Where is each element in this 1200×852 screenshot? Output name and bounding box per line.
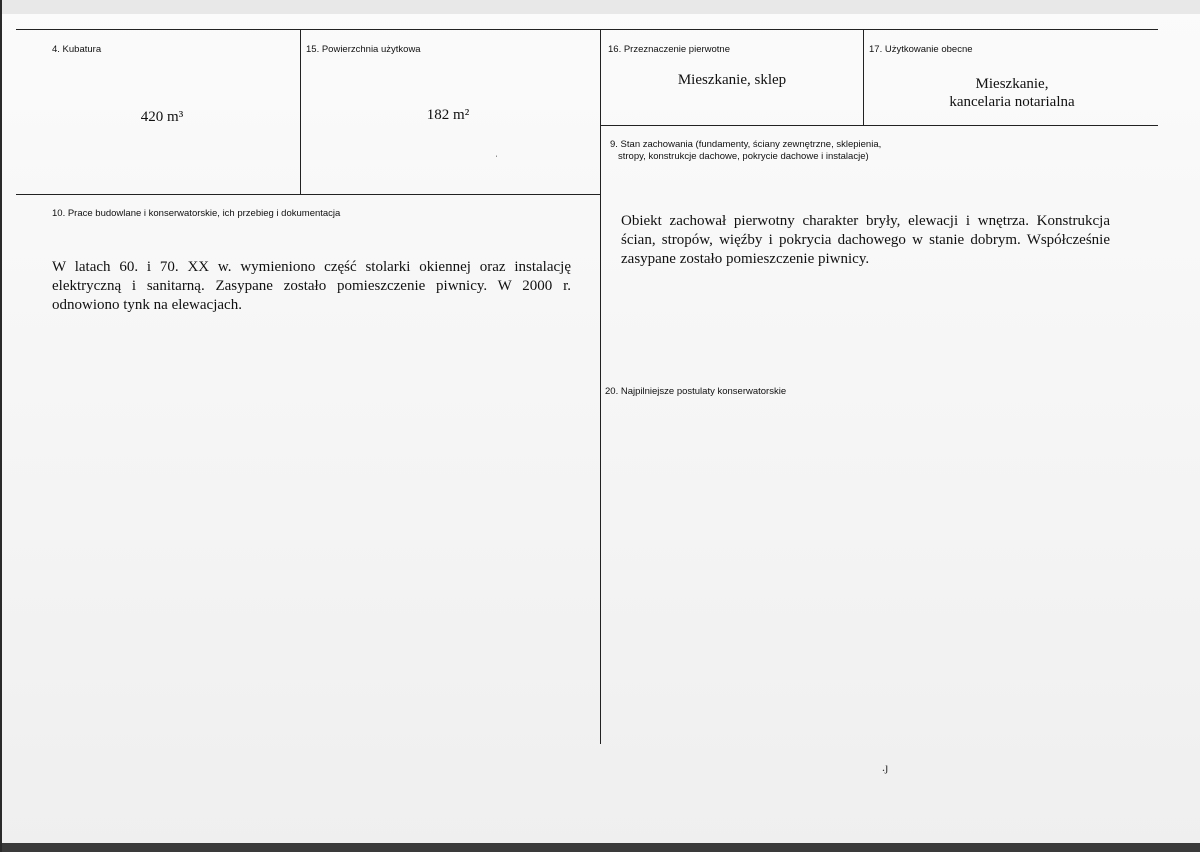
top-rule [16, 29, 1158, 30]
stan-value: Obiekt zachował pierwotny charakter bryły, elewacji i wnętrza. Konstrukcja ścian, stropów, więźby i pokrycia dachowego w stanie dobrym. Współcześnie zasypane zostało pomieszczenie piwnicy. [621, 213, 1110, 267]
scan-top-edge [2, 0, 1200, 14]
przeznaczenie-label: 16. Przeznaczenie pierwotne [608, 44, 730, 55]
powierzchnia-label: 15. Powierzchnia użytkowa [306, 44, 421, 55]
prace-value: W latach 60. i 70. XX w. wymieniono część stolarki okiennej oraz instalację elektryczną i sanitarną. Zasypane zostało pomieszczenie piwnicy. W 2000 r. odnowiono tynk na elewacjach. [52, 259, 571, 313]
prace-label: 10. Prace budowlane i konserwatorskie, ich przebieg i dokumentacja [52, 208, 341, 219]
uzytkowanie-value-line2: kancelaria notarialna [949, 94, 1075, 110]
stray-mark: .ȷ [882, 760, 889, 774]
postulaty-label: 20. Najpilniejsze postulaty konserwatorskie [605, 386, 787, 397]
divider-main [600, 29, 601, 744]
rule-left-mid [16, 194, 600, 195]
kubatura-value: 420 m³ [140, 109, 184, 125]
uzytkowanie-label: 17. Użytkowanie obecne [869, 44, 973, 55]
stan-label-line1: 9. Stan zachowania (fundamenty, ściany zewnętrzne, sklepienia, [610, 139, 882, 150]
divider-3 [863, 29, 864, 125]
kubatura-label: 4. Kubatura [52, 44, 102, 55]
przeznaczenie-value: Mieszkanie, sklep [677, 72, 787, 88]
powierzchnia-value: 182 m² [426, 107, 470, 123]
uzytkowanie-value-line1: Mieszkanie, [975, 76, 1049, 92]
divider-1 [300, 29, 301, 194]
scan-bottom-edge [2, 843, 1200, 852]
rule-right-mid [600, 125, 1158, 126]
stray-mark: ˌ [495, 147, 498, 157]
stan-label-line2: stropy, konstrukcje dachowe, pokrycie dachowe i instalacje) [618, 151, 869, 162]
